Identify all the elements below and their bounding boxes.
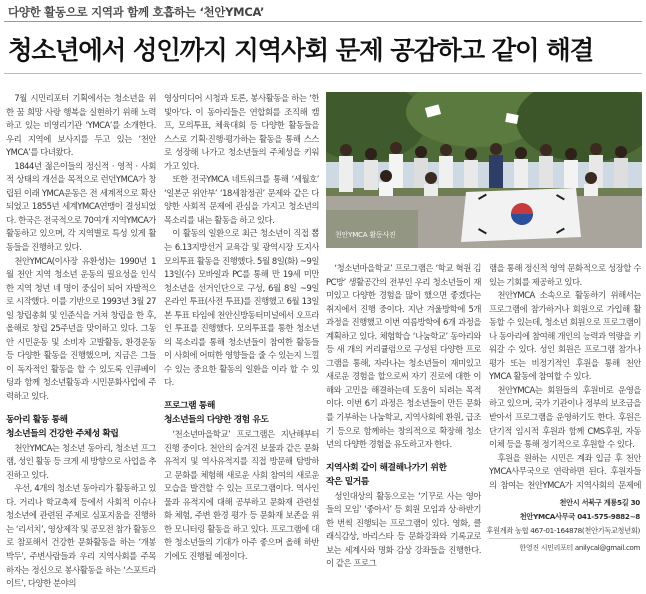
paragraph: 천안YMCA(이사장 유환성)는 1990년 1월 천안 지역 청소년 운동의 필요성을 인식한 지역 청년 네 명이 중심이 되어 자발적으로 시작했다. 이를 기반으로 1993년 3월 27일 창립총회 및 인준식을 거쳐 창립을 한 후, 올해로 창립 25주년을 맞이하고 있다. 그동안 시민운동 및 소비자 고발활동, 환경운동 등 다양한 활동을 진행했으며, 지금은 그들이 독자적인 활동을 할 수 있도록 인큐베이팅과 함께 청소년활동과 시민문화사업에 주력하고 있다. (6, 255, 156, 402)
paragraph: 이 활동의 일환으로 최근 청소년이 직접 뽑는 6.13지방선거 교육감 및 광역시장 도지사 모의투표 활동을 진행했다. 5월 8일(화) ~9일 13일(수) 모바일과 PC를 통해 만 19세 미만 청소년을 선거인단으로 구성, 6월 8일 ~9일 온라인 투표(사전 투표)를 진행했고 6월 13일 본 투표 타임에 천안신방동터미널에서 오프라인 투표를 진행했다. 모의투표를 통한 청소년의 목소리를 통해 청소년들이 참여한 활동들이 사회에 어떠한 영향들을 줄 수 있는지 느낄 수 있는 중요한 활동의 일환을 이라 할 수 있다. (164, 228, 319, 388)
article-kicker: 다양한 활동으로 지역과 함께 호흡하는 ‘천안YMCA’ (8, 5, 265, 19)
paragraph: 천안YMCA는 회원들의 후원비로 운영을 하고 있으며, 국가 기관이나 정부의 보조금을 받아서 프로그램을 운영하기도 한다. 후원은 단기적 임시적 후원과 함께 CMS후원, 자동이체 등을 통해 정기적으로 후원할 수 있다. (489, 384, 641, 450)
paragraph: 천안YMCA 소속으로 활동하기 위해서는 프로그램에 참가하거나 회원으로 가입해 활동할 수 있는데, 청소년 회원으로 프로그램이나 동아리에 참여해 개인의 능력과 역량을 키워갈 수 있다. 성인 회원은 프로그램 참가나 평가 또는 비정기적인 후원을 통해 천안YMCA 활동에 참여할 수 있다. (489, 290, 641, 382)
group-photo-illustration (326, 92, 642, 248)
subheading: 동아리 활동 통해 (6, 414, 68, 425)
article-column-2 (164, 92, 319, 592)
paragraph: 램을 통해 정신적 영역 문화적으로 성장할 수 있는 기회를 제공하고 있다. (489, 263, 641, 287)
kicker-divider (4, 21, 642, 22)
byline-divider (489, 538, 640, 539)
subheading: 프로그램 통해 (164, 401, 215, 412)
paragraph: 7월 시민리포터 기획에서는 청소년을 위한 꿈 희망 사랑 행복을 실현하기 위해 노력하고 있는 비영리기관 ‘YMCA’를 소개한다. 우리 지역에 보사지를 두고 있는 ‘천안YMCA’를 다녀왔다. (6, 93, 156, 158)
subheading: 지역사회 같이 해결해나가기 위한 (326, 462, 447, 473)
photo-caption: 천안YMCA 활동사진 (335, 231, 396, 239)
paragraph: 영상미디어 시청과 토론, 봉사활동을 하는 ‘한빛아’다. 이 동아리들은 연합회를 조직해 캠프, 모의투표, 체육대회 등 다양한 활동들을 스스로 기획·진행·평가하는 활동을 통해 스스로 성장해 나가고 청소년들의 주체성을 키워가고 있다. (164, 93, 319, 171)
contact-phone: 천안YMCA사무국 041-575-9882~8 (519, 512, 640, 521)
paragraph: 1844년 젊은이들의 정신적 · 영적 · 사회적 상태의 개선을 목적으로 런던YMCA가 창립된 이래 YMCA운동은 전 세계적으로 확산되었고 1855년 세계YMCA연맹이 결성되었다. 한국은 전국적으로 70여개 지역YMCA가 활동하고 있으며, 각 지역별로 특성 있게 활동들을 진행하고 있다. (6, 160, 156, 253)
article-column-3 (326, 262, 481, 592)
headline-divider (4, 73, 642, 74)
paragraph: 성인대상의 활동으로는 ‘기꾸로 사는 영아들의 모임’ ‘좋아서’ 등 회원 모임과 상·하반기 한 번씩 진행되는 프로그램이 있다. 영화, 클래식감상, 바리스타 등 문화강좌와 기록교로 보는 세계사와 명화 감상 강좌들을 진행한다. 이 같은 프로그 (326, 490, 481, 569)
contact-address: 천안시 서북구 계룡5길 30 (559, 498, 640, 507)
group-photo (326, 92, 642, 248)
subheading: 청소년들의 건강한 주체성 확립 (6, 428, 119, 439)
paragraph: ‘청소년마을학교’ 프로그램은 ‘학교 혁원 김 PC방’ 생활공간의 전부인 우리 청소년들이 재미있고 다양한 경험을 많이 했으면 좋겠다는 취지에서 진행 중이다. 지난 겨울방학에 5개 과정을 진행했고 이번 여름방학에 6개 과정을 계획하고 있다. 체험학습 ‘나눔학교’ 동아리와 등 새 개의 커리큘럼으로 구성된 다양한 프로그램을 통해, 자라나는 청소년들이 재미있고 새로운 경험을 할으로써 자기 진로에 대한 이해와 고민을 해결하는데 도움이 되려는 목적이다. 이번 6기 과정은 청소년들이 만든 문화를 기부하는 나눔학교, 지역사회에 환원, 급조기 등으로 함께하는 창의적으로 확장해 청소년의 다양한 경험을 유도하고자 한다. (326, 263, 481, 450)
reporter-byline: 한영진 시민리포터 anilycal@gmail.com (519, 544, 640, 552)
paragraph: 천안YMCA는 청소년 동아리, 청소년 프그램, 성인 활동 등 크게 세 방향으로 사업을 추진하고 있다. (6, 442, 156, 480)
paragraph: 후원을 원하는 시민은 계좌 입금 후 천안YMCA사무국으로 연락하면 된다. 후원자들의 참여는 천안YMCA가 지역사회의 문제에 (489, 452, 641, 490)
subheading: 작은 밑거름 (326, 476, 369, 487)
paragraph: 우선, 4개의 청소년 동아리가 활동하고 있다. 거리나 학교축제 등에서 사회적 이슈나 청소년에 관련된 주제로 심포지움을 진행하는 ‘리서치’, 영상제작 및 공모전 참가 활동으로 참포해서 건강한 문화활동을 하는 ‘개봉박두’, 주변사람들과 우리 지역사회를 주목하자는 정신으로 봉사활동을 하는 ‘스포트라이트’, 다양한 분야의 (6, 483, 156, 589)
donation-account: 후원계좌 농협 467-01-164878(천안기독교청년회) (486, 526, 640, 535)
article-headline: 청소년에서 성인까지 지역사회 문제 공감하고 같이 해결 (8, 36, 594, 66)
article-column-1 (6, 92, 156, 592)
paragraph: ‘천소년마을학교’ 프로그램은 지난해부터 진행 중이다. 천안의 숨겨진 보물과 같은 문화유적지 및 역사유적지를 직접 방문해 탐방하고 문화를 체험해 새로운 사회 참여의 새로운 모습을 발견할 수 있는 프로그램이다. 역사인물과 유적지에 대해 공부하고 문화재 관련설화 체험, 주변 환경 평가 등 문화재 보존을 위한 모니터링 활동을 하고 있다. 프로그램에 대한 청소년들의 기대가 아주 좋으며 올해 하반기에도 진행될 예정이다. (164, 429, 319, 561)
article-column-4 (489, 262, 641, 490)
subheading: 청소년들의 다양한 경험 유도 (164, 415, 269, 426)
paragraph: 또한 전국YMCA 네트워크를 통해 ‘세월호’ ‘일본군 위안부’ ‘18세참정권’ 문제와 같은 다양한 사회적 문제에 관심을 가지고 청소년의 목소리를 내는 활동을 하고 있다. (164, 174, 319, 225)
